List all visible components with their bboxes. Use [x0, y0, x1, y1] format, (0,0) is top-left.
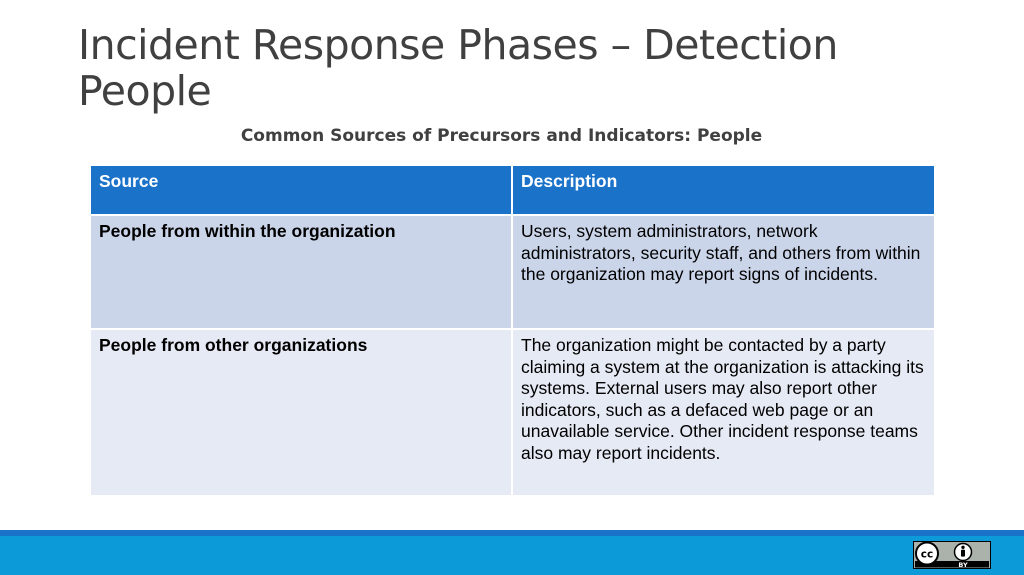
table-row: [90, 329, 935, 496]
footer-stripe: [0, 530, 1024, 536]
table-caption: Common Sources of Precursors and Indicators: People: [240, 126, 763, 146]
source-cell: People from within the organization: [90, 215, 512, 329]
slide-title: [78, 22, 978, 114]
description-cell: Users, system administrators, network administrators, security staff, and others from within the organization may report signs of incidents.: [512, 215, 935, 329]
cc-by-license-icon: [913, 541, 991, 569]
slide-title-line-2: People: [78, 67, 212, 115]
column-header-description: Description: [512, 165, 935, 215]
svg-text:cc: cc: [920, 548, 934, 561]
cc-by-label: BY: [958, 561, 968, 569]
source-cell: People from other organizations: [90, 329, 512, 496]
column-header-source: Source: [90, 165, 512, 215]
table-header-row: [90, 165, 935, 215]
slide-title-line-1: Incident Response Phases – Detection: [78, 21, 838, 69]
footer-bar: [0, 530, 1024, 575]
description-cell: The organization might be contacted by a party claiming a system at the organization is attacking its systems. External users may also report other indicators, such as a defaced web page or an unavailable service. Other incident response teams also may report incidents.: [512, 329, 935, 496]
sources-table: [89, 164, 936, 497]
table-row: [90, 215, 935, 329]
